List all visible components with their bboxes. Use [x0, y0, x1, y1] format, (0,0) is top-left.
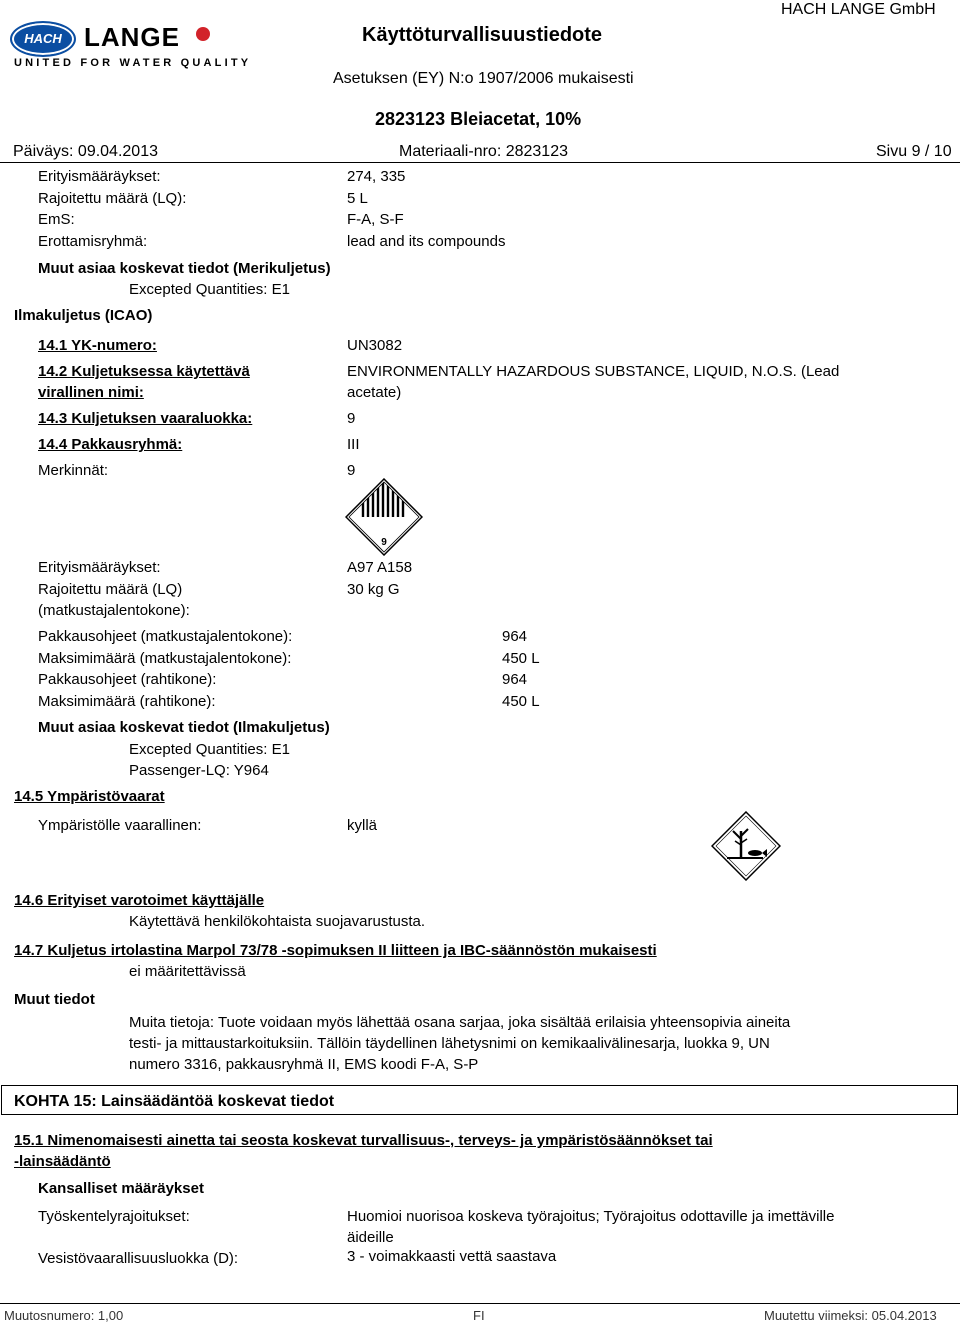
- logo-tagline: UNITED FOR WATER QUALITY: [14, 57, 252, 69]
- air-name-label-1: 14.2 Kuljetuksessa käytettävä: [38, 363, 250, 380]
- revision-number: Muutosnumero: 1,00: [4, 1308, 124, 1323]
- air-name-value-1: ENVIRONMENTALLY HAZARDOUS SUBSTANCE, LIQUID, N.O.S. (Lead: [347, 363, 840, 380]
- air-class-label: 14.3 Kuljetuksen vaaraluokka:: [38, 410, 253, 427]
- hach-logo-text: HACH: [24, 31, 62, 46]
- environment-hazard-icon: [711, 811, 781, 881]
- sea-lq-label: Rajoitettu määrä (LQ):: [38, 190, 187, 207]
- footer-divider: [0, 1303, 960, 1304]
- air-name-label-2: virallinen nimi:: [38, 384, 144, 401]
- sea-lq-value: 5 L: [347, 190, 368, 207]
- other-info-line-1: Muita tietoja: Tuote voidaan myös lähettää osana sarjaa, joka sisältää erilaisia yhteensopivia aineita: [129, 1014, 791, 1031]
- air-special-value: A97 A158: [347, 559, 413, 576]
- work-restrictions-label: Työskentelyrajoitukset:: [38, 1208, 190, 1225]
- env-value: kyllä: [347, 817, 378, 834]
- last-modified: Muutettu viimeksi: 05.04.2013: [764, 1308, 937, 1323]
- sea-segregation-label: Erottamisryhmä:: [38, 233, 148, 250]
- company-name: HACH LANGE GmbH: [781, 1, 936, 18]
- air-pg-value: III: [347, 436, 360, 453]
- air-special-label: Erityismääräykset:: [38, 559, 161, 576]
- work-restrictions-value-1: Huomioi nuorisoa koskeva työrajoitus; Työrajoitus odottaville ja imettäville: [347, 1208, 835, 1225]
- national-regulations-heading: Kansalliset määräykset: [38, 1180, 204, 1197]
- water-hazard-value: 3 - voimakkaasti vettä saastava: [347, 1248, 557, 1265]
- s151-heading-line-1: 15.1 Nimenomaisesti ainetta tai seosta koskevat turvallisuus-, terveys- ja ympäristösäännökset tai: [14, 1132, 713, 1149]
- language-code: FI: [473, 1308, 485, 1323]
- hach-logo: [10, 21, 76, 57]
- air-pack-passenger-value: 964: [502, 628, 528, 645]
- section-15-title: KOHTA 15: Lainsäädäntöä koskevat tiedot: [14, 1093, 335, 1110]
- air-other-value-1: Excepted Quantities: E1: [129, 741, 290, 758]
- other-info-line-2: testi- ja mittaustarkoituksiin. Tällöin täydellinen lähetysnimi on kemikaalivälinesarja, luokka 9, UN: [129, 1035, 770, 1052]
- header-divider: [0, 162, 960, 163]
- sea-ems-value: F-A, S-F: [347, 211, 404, 228]
- air-other-heading: Muut asiaa koskevat tiedot (Ilmakuljetus): [38, 719, 330, 736]
- regulation-line: Asetuksen (EY) N:o 1907/2006 mukaisesti: [333, 70, 634, 87]
- s146-text: Käytettävä henkilökohtaista suojavarustusta.: [129, 913, 426, 930]
- sea-other-heading: Muut asiaa koskevat tiedot (Merikuljetus): [38, 260, 331, 277]
- lange-logo-mark-icon: [196, 27, 210, 41]
- other-info-line-3: numero 3316, pakkausryhmä II, EMS koodi F-A, S-P: [129, 1056, 479, 1073]
- air-un-label: 14.1 YK-numero:: [38, 337, 157, 354]
- document-title: Käyttöturvallisuustiedote: [362, 24, 603, 46]
- air-lq-label-2: (matkustajalentokone):: [38, 602, 190, 619]
- air-marks-value: 9: [347, 462, 356, 479]
- other-info-label: Muut tiedot: [14, 991, 95, 1008]
- sea-segregation-value: lead and its compounds: [347, 233, 506, 250]
- sea-special-label: Erityismääräykset:: [38, 168, 161, 185]
- sea-ems-label: EmS:: [38, 211, 75, 228]
- air-un-value: UN3082: [347, 337, 403, 354]
- air-lq-value: 30 kg G: [347, 581, 400, 598]
- air-pack-cargo-value: 964: [502, 671, 528, 688]
- air-name-value-2: acetate): [347, 384, 402, 401]
- class-9-hazard-placard-icon: [345, 478, 423, 556]
- air-heading: Ilmakuljetus (ICAO): [14, 307, 153, 324]
- s146-heading: 14.6 Erityiset varotoimet käyttäjälle: [14, 892, 265, 909]
- s147-text: ei määritettävissä: [129, 963, 246, 980]
- lange-logo: LANGE: [84, 22, 180, 52]
- sea-special-value: 274, 335: [347, 168, 406, 185]
- air-pg-label: 14.4 Pakkausryhmä:: [38, 436, 183, 453]
- product-name: 2823123 Bleiacetat, 10%: [375, 109, 582, 129]
- work-restrictions-value-2: äideille: [347, 1229, 394, 1246]
- water-hazard-label: Vesistövaarallisuusluokka (D):: [38, 1250, 239, 1267]
- air-other-value-2: Passenger-LQ: Y964: [129, 762, 269, 779]
- air-pack-passenger-label: Pakkausohjeet (matkustajalentokone):: [38, 628, 293, 645]
- air-marks-label: Merkinnät:: [38, 462, 109, 479]
- air-max-cargo-value: 450 L: [502, 693, 540, 710]
- env-heading: 14.5 Ympäristövaarat: [14, 788, 165, 805]
- air-max-cargo-label: Maksimimäärä (rahtikone):: [38, 693, 216, 710]
- air-class-value: 9: [347, 410, 356, 427]
- air-pack-cargo-label: Pakkausohjeet (rahtikone):: [38, 671, 217, 688]
- air-max-passenger-label: Maksimimäärä (matkustajalentokone):: [38, 650, 292, 667]
- page-number: Sivu 9 / 10: [876, 143, 952, 160]
- air-max-passenger-value: 450 L: [502, 650, 540, 667]
- material-number: Materiaali-nro: 2823123: [399, 143, 568, 160]
- air-lq-label-1: Rajoitettu määrä (LQ): [38, 581, 183, 598]
- s151-heading-line-2: -lainsäädäntö: [14, 1153, 111, 1170]
- s147-heading: 14.7 Kuljetus irtolastina Marpol 73/78 -sopimuksen II liitteen ja IBC-säännöstön mukaisesti: [14, 942, 657, 959]
- env-label: Ympäristölle vaarallinen:: [38, 817, 202, 834]
- sea-other-value: Excepted Quantities: E1: [129, 281, 290, 298]
- issue-date: Päiväys: 09.04.2013: [13, 143, 158, 160]
- placard-class-number: 9: [381, 537, 387, 548]
